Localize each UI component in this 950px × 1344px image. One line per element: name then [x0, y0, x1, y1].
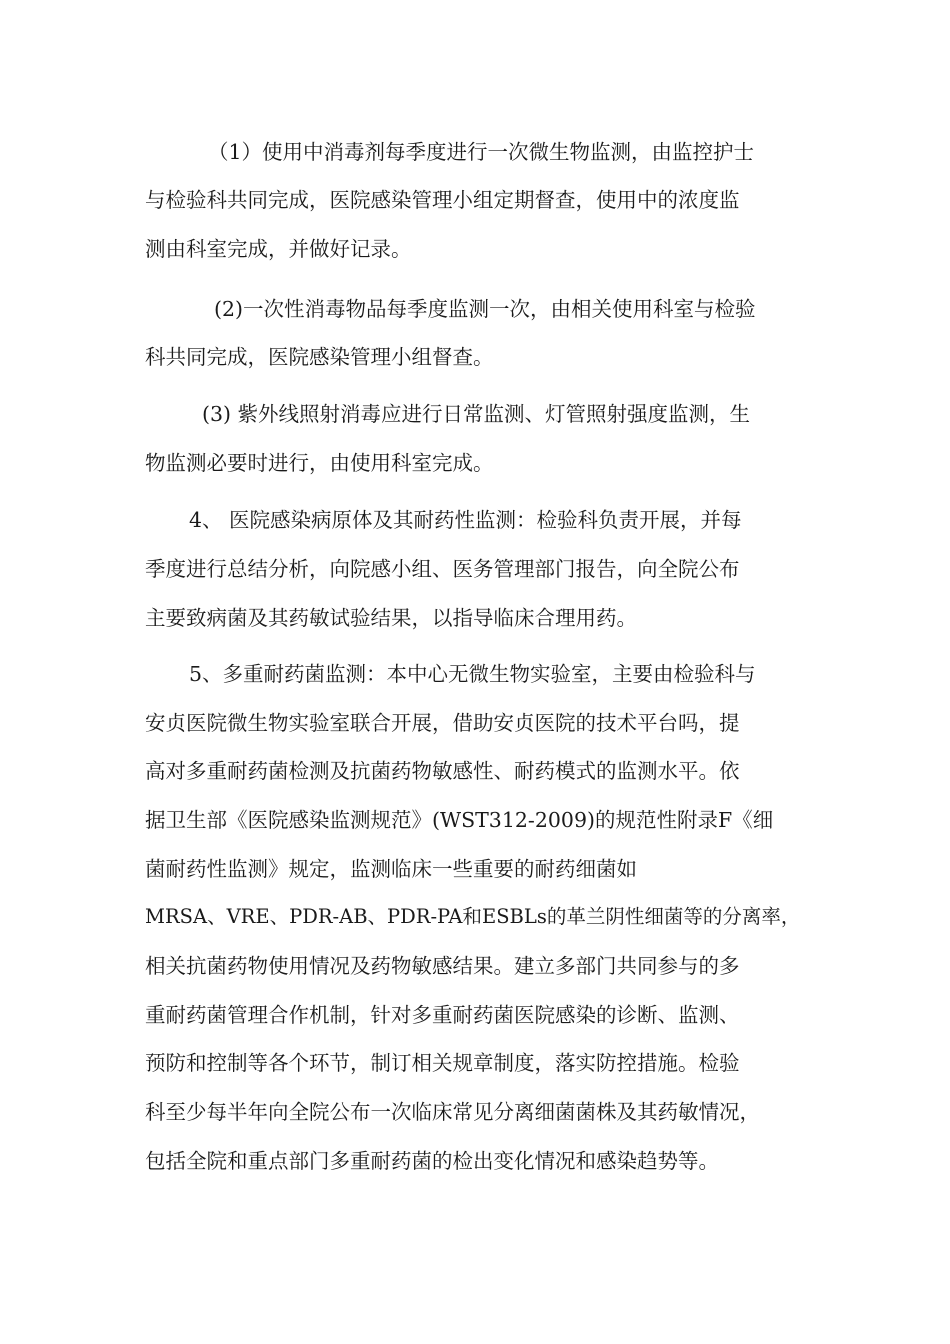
paragraph-5-line-4: 据卫生部《医院感染监测规范》(WST312-2009)的规范性附录F《细: [145, 808, 774, 832]
paragraph-5-line-3: 高对多重耐药菌检测及抗菌药物敏感性、耐药模式的监测水平。依: [145, 759, 740, 783]
paragraph-1-line-2: 与检验科共同完成，医院感染管理小组定期督查，使用中的浓度监: [145, 188, 740, 212]
paragraph-2-line-1: (2)一次性消毒物品每季度监测一次，由相关使用科室与检验: [214, 297, 756, 321]
paragraph-5-line-8: 重耐药菌管理合作机制，针对多重耐药菌医院感染的诊断、监测、: [145, 1003, 740, 1027]
paragraph-3-line-2: 物监测必要时进行，由使用科室完成。: [145, 451, 494, 475]
paragraph-1-line-1: （1）使用中消毒剂每季度进行一次微生物监测，由监控护士: [208, 140, 755, 164]
paragraph-5-line-9: 预防和控制等各个环节，制订相关规章制度，落实防控措施。检验: [145, 1051, 740, 1075]
paragraph-3-line-1: (3) 紫外线照射消毒应进行日常监测、灯管照射强度监测，生: [202, 402, 751, 426]
paragraph-4-line-3: 主要致病菌及其药敏试验结果，以指导临床合理用药。: [145, 606, 637, 630]
paragraph-4-line-1: 4、 医院感染病原体及其耐药性监测：检验科负责开展，并每: [189, 508, 742, 532]
paragraph-5-line-2: 安贞医院微生物实验室联合开展，借助安贞医院的技术平台吗，提: [145, 711, 740, 735]
paragraph-5-line-5: 菌耐药性监测》规定，监测临床一些重要的耐药细菌如: [145, 857, 637, 881]
paragraph-5-line-10: 科至少每半年向全院公布一次临床常见分离细菌菌株及其药敏情况，: [145, 1100, 760, 1124]
paragraph-5-line-7: 相关抗菌药物使用情况及药物敏感结果。建立多部门共同参与的多: [145, 954, 740, 978]
paragraph-5-line-11: 包括全院和重点部门多重耐药菌的检出变化情况和感染趋势等。: [145, 1149, 719, 1173]
paragraph-1-line-3: 测由科室完成，并做好记录。: [145, 237, 412, 261]
paragraph-5-line-1: 5、多重耐药菌监测：本中心无微生物实验室，主要由检验科与: [189, 662, 756, 686]
paragraph-4-line-2: 季度进行总结分析，向院感小组、医务管理部门报告，向全院公布: [145, 557, 740, 581]
paragraph-5-line-6: MRSA、VRE、PDR-AB、PDR-PA和ESBLs的革兰阴性细菌等的分离率，: [145, 905, 801, 928]
paragraph-2-line-2: 科共同完成，医院感染管理小组督查。: [145, 345, 494, 369]
